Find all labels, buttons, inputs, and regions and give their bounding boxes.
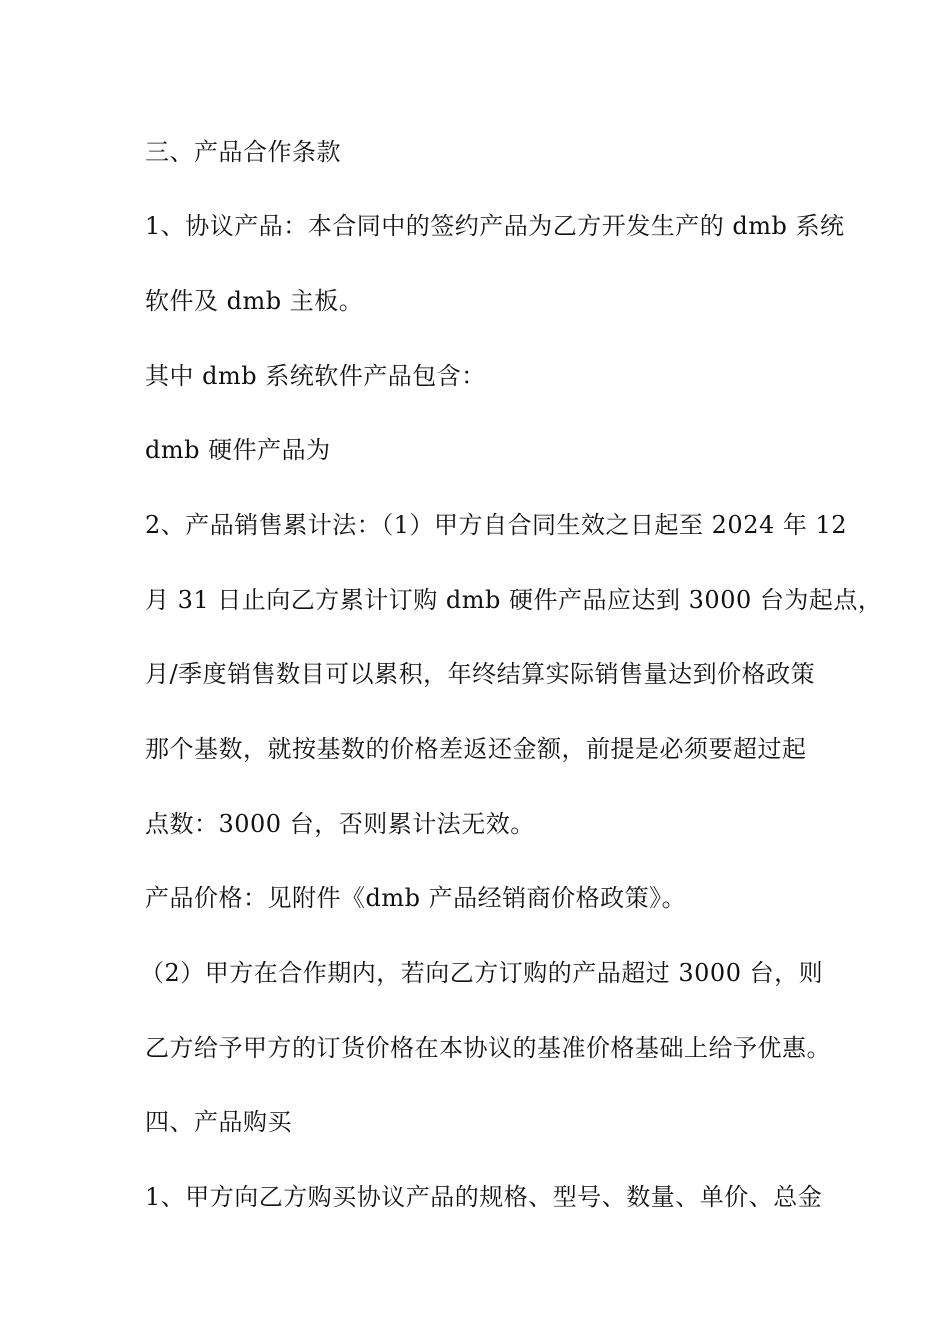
clause-2-sub-2: （2）甲方在合作期内，若向乙方订购的产品超过 3000 台，则 xyxy=(140,959,824,987)
software-products-line: 其中 dmb 系统软件产品包含： xyxy=(145,362,486,390)
product-price-line: 产品价格：见附件《dmb 产品经销商价格政策》。 xyxy=(145,884,687,912)
clause-2-line-2: 月 31 日止向乙方累计订购 dmb 硬件产品应达到 3000 台为起点， xyxy=(145,586,883,614)
purchase-clause-1: 1、甲方向乙方购买协议产品的规格、型号、数量、单价、总金 xyxy=(145,1183,823,1211)
section-heading-product-cooperation: 三、产品合作条款 xyxy=(145,138,341,166)
clause-2-sub-2-continuation: 乙方给予甲方的订货价格在本协议的基准价格基础上给予优惠。 xyxy=(145,1034,831,1062)
clause-2-sales-accumulation: 2、产品销售累计法：（1）甲方自合同生效之日起至 2024 年 12 xyxy=(145,511,848,539)
clause-2-line-5: 点数：3000 台，否则累计法无效。 xyxy=(145,810,535,838)
clause-2-line-3: 月/季度销售数目可以累积，年终结算实际销售量达到价格政策 xyxy=(145,660,816,688)
section-heading-product-purchase: 四、产品购买 xyxy=(145,1108,292,1136)
clause-1-agreement-product: 1、协议产品：本合同中的签约产品为乙方开发生产的 dmb 系统 xyxy=(145,212,845,240)
clause-1-continuation: 软件及 dmb 主板。 xyxy=(145,287,364,315)
clause-2-line-4: 那个基数，就按基数的价格差返还金额，前提是必须要超过起 xyxy=(145,735,807,763)
hardware-products-line: dmb 硬件产品为 xyxy=(145,436,331,464)
